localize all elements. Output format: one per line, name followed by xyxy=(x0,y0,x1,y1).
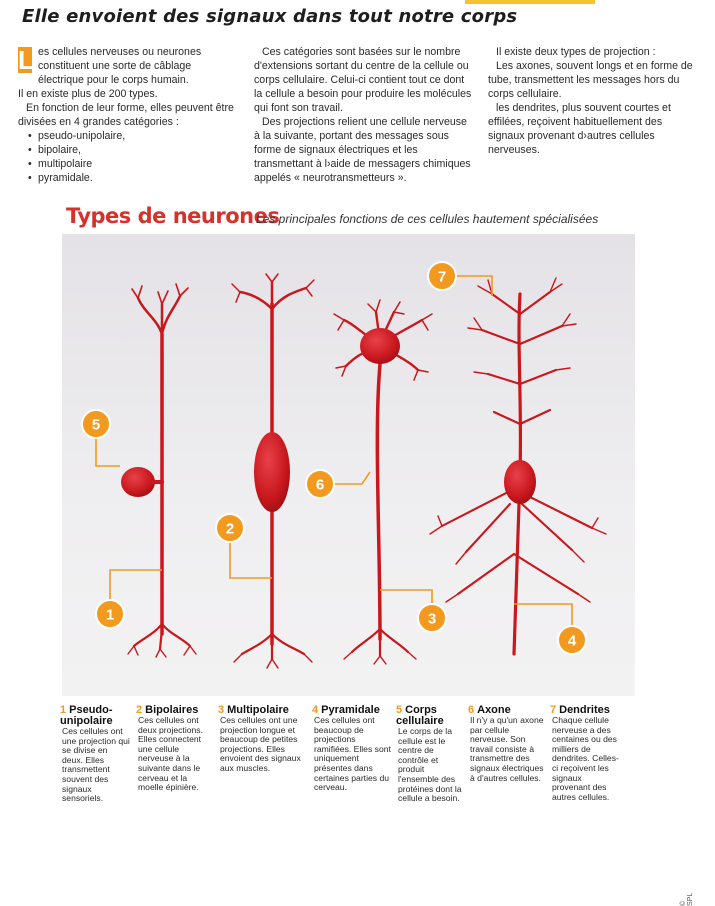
section-subtitle: Les principales fonctions de ces cellules hautement spécialisées xyxy=(256,212,599,226)
caption-text: Ces cellules ont une projection longue et beaucoup de petites projections. Elles envoient des signaux aux muscles. xyxy=(220,715,301,773)
badge-5 xyxy=(82,410,110,438)
category-list xyxy=(18,129,238,185)
intro-column-1 xyxy=(18,45,238,185)
badge-7 xyxy=(428,262,456,290)
cell-body xyxy=(121,467,155,497)
svg-text:7: 7 xyxy=(437,268,447,286)
leader-lines xyxy=(96,276,572,638)
caption-title: Corps cellulaire xyxy=(396,704,444,727)
captions-row xyxy=(60,705,620,833)
svg-text:2: 2 xyxy=(225,520,235,538)
caption-title: Axone xyxy=(477,704,511,716)
svg-text:5: 5 xyxy=(91,416,101,434)
caption-text: Ces cellules ont deux projections. Elles connectent une cellule nerveuse à la suivante dans le cerveau et la moelle épinière. xyxy=(138,715,203,793)
caption-bipolaires: 2 Bipolaires Ces cellules ont deux projections. Elles connectent une cellule nerveuse à la suivante dans le cerveau et la moelle épinière. xyxy=(136,705,212,793)
svg-text:4: 4 xyxy=(567,632,577,650)
caption-text: Il n'y a qu'un axone par cellule nerveuse. Son travail consiste à transmettre des signaux électriques à d'autres cellules. xyxy=(470,715,544,783)
caption-pseudo-unipolaire: 1 Pseudo-unipolaire Ces cellules ont une projection qui se divise en deux. Elles transmettent souvent des signaux sensoriels. xyxy=(60,704,130,804)
caption-title: Bipolaires xyxy=(145,704,199,716)
cell-body xyxy=(360,328,400,364)
caption-multipolaire: 3 Multipolaire Ces cellules ont une projection longue et beaucoup de petites projections. Elles envoient des signaux aux muscles. xyxy=(218,705,310,774)
caption-text: Ces cellules ont beaucoup de projections ramifiées. Elles sont uniquement présentes dans certaines parties du cerveau. xyxy=(314,715,391,793)
section-title: Types de neurones xyxy=(66,204,280,228)
caption-text: Ces cellules ont une projection qui se divise en deux. Elles transmettent souvent des signaux sensoriels. xyxy=(62,726,130,804)
caption-axone: 6 Axone Il n'y a qu'un axone par cellule nerveuse. Son travail consiste à transmettre des signaux électriques à d'autres cellules. xyxy=(468,704,544,783)
intro-paragraph: Il en existe plus de 200 types. xyxy=(18,88,158,100)
caption-title: Pyramidale xyxy=(321,704,380,716)
top-accent-bar xyxy=(0,0,715,4)
list-item: • bipolaire, xyxy=(28,143,238,157)
svg-text:6: 6 xyxy=(315,476,325,494)
neuron-multipolar xyxy=(334,300,432,664)
intro-paragraph: les dendrites, plus souvent courtes et effilées, reçoivent habituellement des signaux provenant d›autres cellules nerveuses. xyxy=(488,102,671,156)
caption-text: Le corps de la cellule est le centre de contrôle et produit l'ensemble des protéines dont la cellule a besoin. xyxy=(398,726,462,804)
photo-credit: © SPL xyxy=(680,892,694,906)
badge-1 xyxy=(96,600,124,628)
list-item: • pyramidale. xyxy=(28,171,238,185)
caption-title: Dendrites xyxy=(559,704,610,716)
caption-text: Chaque cellule nerveuse a des centaines ou des milliers de dendrites. Celles-ci reçoivent les signaux provenant des autres cellules. xyxy=(552,715,619,802)
intro-paragraph: En fonction de leur forme, elles peuvent être divisées en 4 grandes catégories : xyxy=(18,102,234,128)
cell-body xyxy=(254,432,290,512)
caption-pyramidale: 4 Pyramidale Ces cellules ont beaucoup de projections ramifiées. Elles sont uniquement présentes dans certaines parties du cerveau. xyxy=(312,704,391,793)
neuron-pseudo-unipolar xyxy=(121,284,196,657)
badge-6 xyxy=(306,470,334,498)
badge-3 xyxy=(418,604,446,632)
caption-dendrites: 7 Dendrites Chaque cellule nerveuse a des centaines ou des milliers de dendrites. Celles-ci reçoivent les signaux provenant des autres cellules. xyxy=(550,704,619,802)
intro-paragraph: Il existe deux types de projection : xyxy=(496,46,656,58)
list-item: • multipolaire xyxy=(28,157,238,171)
intro-paragraph: es cellules nerveuses ou neurones constituent une sorte de câblage électrique pour le corps humain. xyxy=(38,46,202,86)
list-item: • pseudo-unipolaire, xyxy=(28,129,238,143)
intro-column-2 xyxy=(254,45,474,185)
neuron-bipolar xyxy=(232,274,314,668)
intro-paragraph: Les axones, souvent longs et en forme de tube, transmettent les messages hors du corps cellulaire. xyxy=(488,60,693,100)
neuron-diagram-svg xyxy=(62,234,635,696)
caption-title: Pseudo-unipolaire xyxy=(60,704,113,727)
svg-text:1: 1 xyxy=(105,606,115,624)
svg-text:3: 3 xyxy=(427,610,437,628)
neuron-pyramidal xyxy=(427,278,606,654)
intro-column-3 xyxy=(488,45,700,157)
page-headline: Elle envoient des signaux dans tout notre corps xyxy=(22,6,518,27)
intro-paragraph: Des projections relient une cellule nerveuse à la suivante, portant des messages sous forme de signaux électriques et les transmettant à l›aide de messagers chimiques appelés « neurotransmetteurs ». xyxy=(254,116,471,184)
drop-cap: L xyxy=(18,45,34,75)
intro-paragraph: Ces catégories sont basées sur le nombre d'extensions sortant du centre de la cellule ou corps cellulaire. Celui-ci contient tout ce dont la cellule a besoin pour produire les molécules qui font son travail. xyxy=(254,46,472,114)
caption-corps-cellulaire: 5 Corps cellulaire Le corps de la cellule est le centre de contrôle et produit l'ensemble des protéines dont la cellule a besoin. xyxy=(396,705,466,804)
caption-title: Multipolaire xyxy=(227,704,289,716)
cell-body xyxy=(504,460,536,504)
badge-2 xyxy=(216,514,244,542)
badge-4 xyxy=(558,626,586,654)
